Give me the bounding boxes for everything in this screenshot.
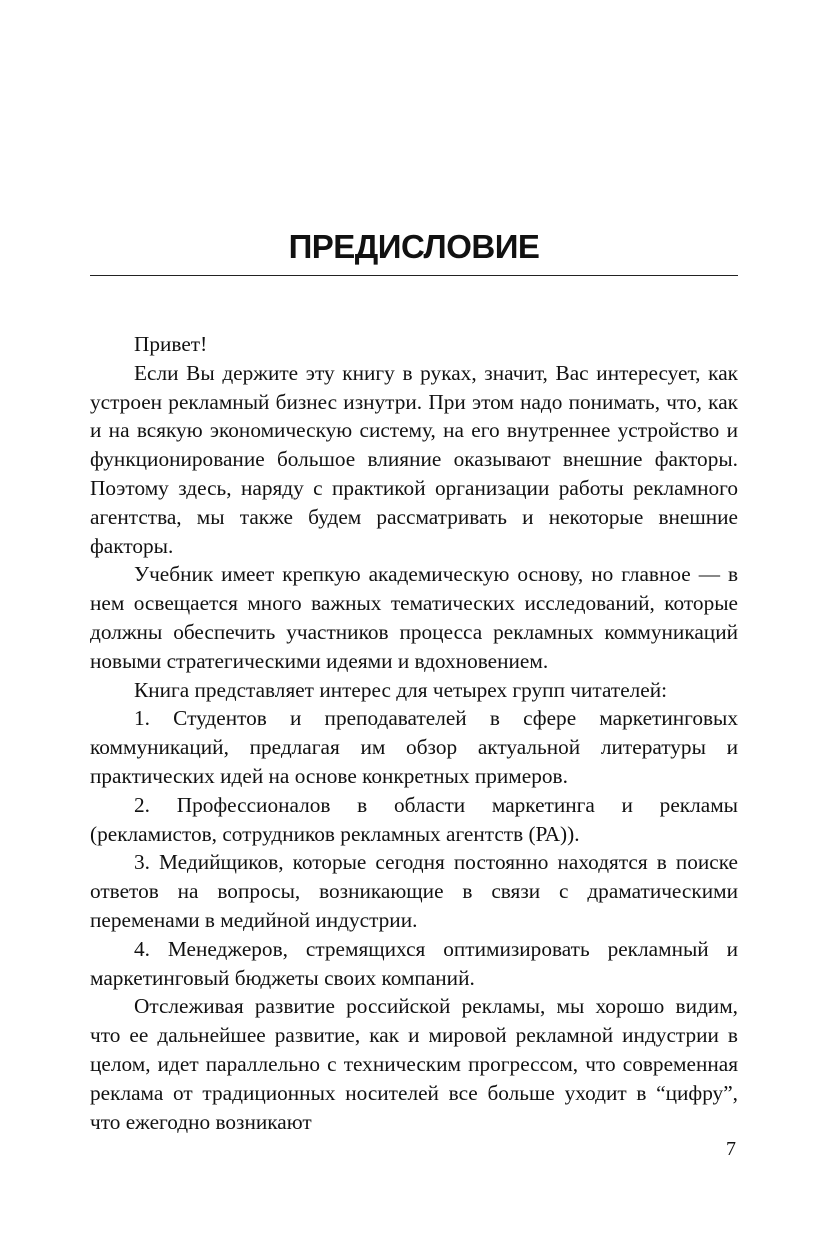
paragraph-intro: Если Вы держите эту книгу в руках, значит, Вас интересует, как устроен рекламный бизнес изнутри. При этом надо понимать, что, как и на всякую экономическую систему, на его внутреннее устройство и функционирование большое влияние оказывают внешние факторы. Поэтому здесь, наряду с практикой организации работы рекламного агентства, мы также будем рассматривать и некоторые внешние факторы. xyxy=(90,360,738,558)
paragraph-russian-advertising: Отслеживая развитие российской рекламы, мы хорошо видим, что ее дальнейшее развитие, как и мировой рекламной индустрии в целом, идет параллельно с техническим прогрессом, что современная реклама от традиционных носителей все больше уходит в “цифру”, что ежегодно возникают xyxy=(90,994,738,1134)
list-item-professionals: 2. Профессионалов в области маркетинга и рекламы (рекламистов, сотрудников рекламных агентств (РА)). xyxy=(90,792,738,846)
page-title: ПРЕДИСЛОВИЕ xyxy=(288,228,540,265)
body-text xyxy=(90,330,738,1136)
list-item-students: 1. Студентов и преподавателей в сфере маркетинговых коммуникаций, предлагая им обзор актуальной литературы и практических идей на основе конкретных примеров. xyxy=(90,706,738,788)
list-item-managers: 4. Менеджеров, стремящихся оптимизировать рекламный и маркетинговый бюджеты своих компаний. xyxy=(90,936,738,990)
paragraph-audience-intro: Книга представляет интерес для четырех групп читателей: xyxy=(134,677,668,702)
page-number: 7 xyxy=(726,1138,736,1160)
list-item-media: 3. Медийщиков, которые сегодня постоянно находятся в поиске ответов на вопросы, возникающие в связи с драматическими переменами в медийной индустрии. xyxy=(90,850,738,932)
paragraph-textbook-basis: Учебник имеет крепкую академическую основу, но главное — в нем освещается много важных тематических исследований, которые должны обеспечить участников процесса рекламных коммуникаций новыми стратегическими идеями и вдохновением. xyxy=(90,562,738,673)
title-underline-rule xyxy=(90,275,738,276)
paragraph-greeting: Привет! xyxy=(134,332,208,356)
